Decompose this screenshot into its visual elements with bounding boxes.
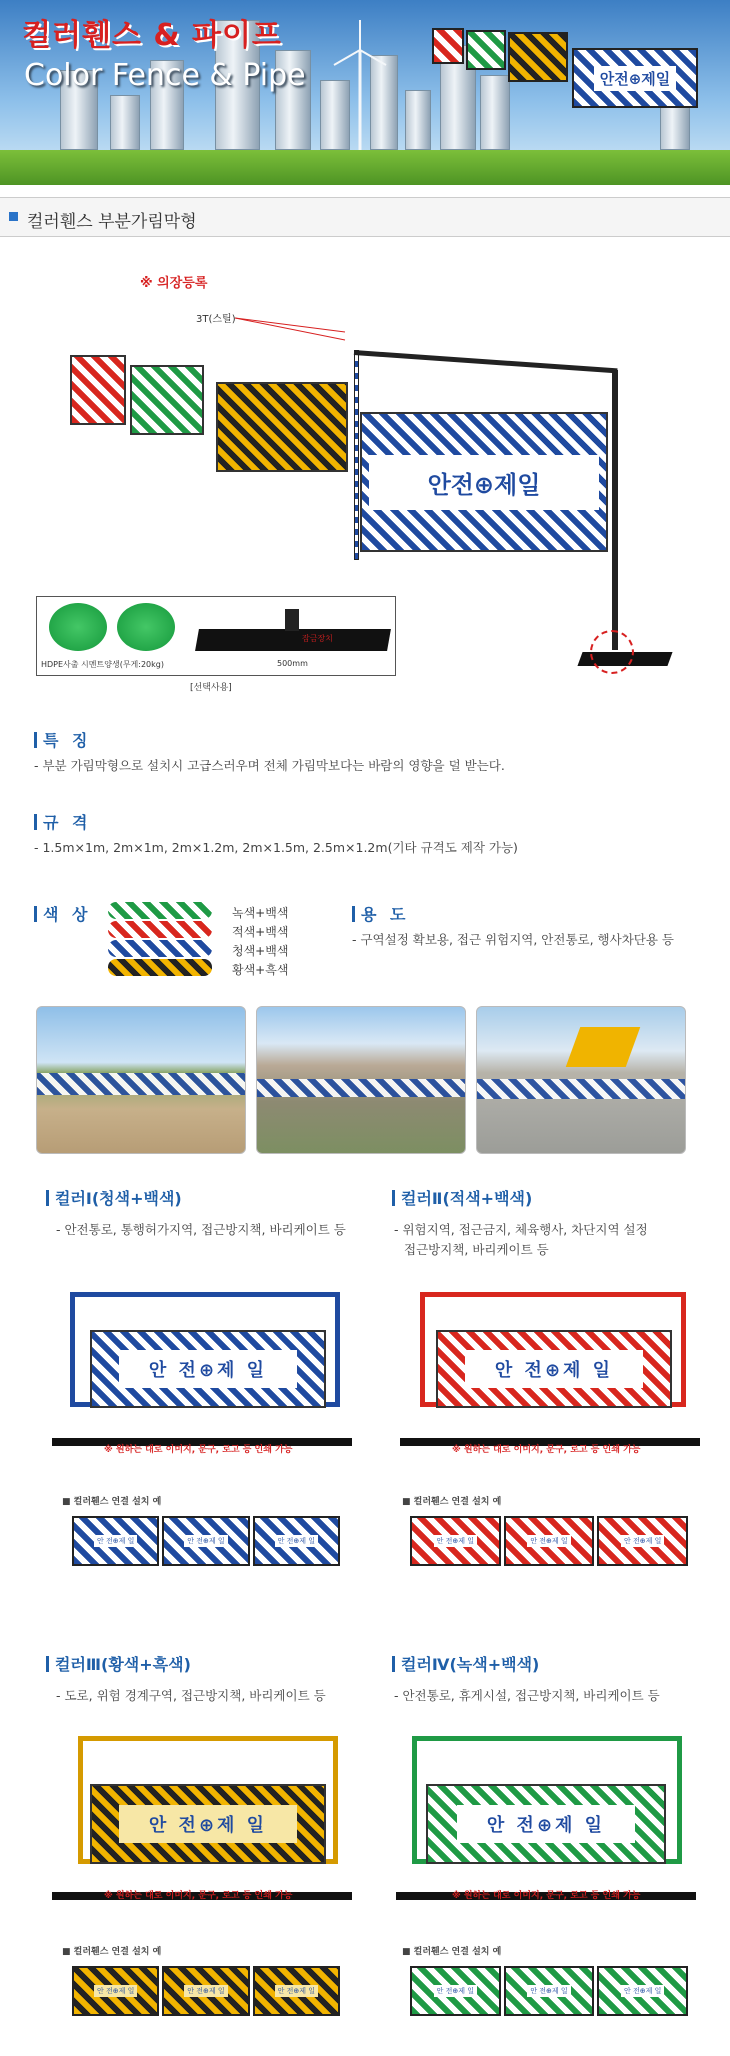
mini-panel [253,1966,340,2016]
site-photo [36,1006,246,1154]
left-post [354,350,359,560]
title-korean [22,10,282,54]
grass [0,150,730,185]
building [110,95,140,150]
fence-sign: 안 전⊕제 일 [119,1350,297,1388]
mini-sign: 안 전⊕제 일 [527,1985,570,1997]
color-pipes [108,902,212,978]
arrow-icon [235,312,355,342]
install-label: ■ 컬러휀스 연결 설치 예 [402,1497,502,1507]
color-item: 적색+백색 [232,925,289,939]
parts-inset [36,596,396,676]
install-example [410,1516,688,1566]
mini-sign: 안 전⊕제 일 [275,1985,318,1997]
product-title [46,1186,182,1209]
section-title: 컬러휀스 부분가림막형 [27,212,197,232]
fence-sign: 안 전⊕제 일 [465,1350,643,1388]
site-photo [256,1006,466,1154]
fence-panel-green [426,1784,666,1864]
product-title [46,1652,191,1675]
print-note: ※ 원하는 대로 이미지, 문구, 로고 등 인쇄 가능 [452,1891,641,1901]
building [405,90,431,150]
mini-panel [410,1966,501,2016]
mini-panel [72,1516,159,1566]
top-rail [354,350,618,373]
green-panel [130,365,204,435]
product-title [392,1652,539,1675]
wind-turbine-icon [330,20,390,150]
specs-text: - 1.5m×1m, 2m×1m, 2m×1.2m, 2m×1.5m, 2.5m×1.2m(기타 규격도 제작 가능) [34,840,518,855]
fence-in-photo [477,1079,686,1099]
mini-sign: 안 전⊕제 일 [275,1535,318,1547]
fence-sign: 안 전⊕제 일 [457,1805,635,1843]
colors-heading [34,902,91,925]
section-header [0,197,730,237]
install-example [72,1516,340,1566]
green-pipe [108,902,212,919]
steel-base-plate [195,629,391,651]
product-title-text: 컬러Ⅲ(황색+흑색) [55,1655,191,1674]
product-desc-line: - 위험지역, 접근금지, 체육행사, 차단지역 설정 [394,1222,648,1237]
print-note: ※ 원하는 대로 이미지, 문구, 로고 등 인쇄 가능 [104,1445,293,1455]
hdpe-base-icon [117,603,175,651]
mini-panel [504,1516,595,1566]
specs-heading-text: 규 격 [43,813,92,832]
red-fence-panel [432,28,464,64]
right-post [612,370,618,650]
mini-sign: 안 전⊕제 일 [621,1985,664,1997]
title-english: Color Fence & Pipe [24,58,306,93]
mini-sign: 안 전⊕제 일 [621,1535,664,1547]
fence-sign: 안전⊕제일 [369,455,599,510]
print-note: ※ 원하는 대로 이미지, 문구, 로고 등 인쇄 가능 [452,1445,641,1455]
bullet-square-icon [9,212,18,221]
mini-sign: 안 전⊕제 일 [434,1985,477,1997]
fence-panel-blue [90,1330,326,1408]
yellow-panel [216,382,348,472]
fence-sign: 안전⊕제일 [594,66,677,91]
red-pipe [108,921,212,938]
site-photo [476,1006,686,1154]
features-heading [34,728,91,751]
fence-sign: 안 전⊕제 일 [119,1805,297,1843]
color-item: 녹색+백색 [232,906,289,920]
building [480,75,510,150]
hdpe-label: HDPE사출 시멘트양생(무게:20kg) [41,660,164,669]
mini-panel [597,1966,688,2016]
excavator [566,1027,641,1067]
color-item: 청색+백색 [232,944,289,958]
fence-panel-red [436,1330,672,1408]
product-desc: - 도로, 위험 경계구역, 접근방지책, 바리케이트 등 [56,1688,326,1703]
install-label: ■ 컬러휀스 연결 설치 예 [62,1497,162,1507]
usage-text: - 구역설정 확보용, 접근 위험지역, 안전통로, 행사차단용 등 [352,932,674,947]
mini-sign: 안 전⊕제 일 [94,1535,137,1547]
lock-label: 잠금장치 [302,634,333,643]
mini-panel [162,1516,249,1566]
product-title-text: 컬러Ⅰ(청색+백색) [55,1189,182,1208]
color-item: 황색+흑색 [232,963,289,977]
print-note: ※ 원하는 대로 이미지, 문구, 로고 등 인쇄 가능 [104,1891,293,1901]
base-socket [285,609,299,631]
blue-panel [360,412,608,552]
product-desc: - 안전통로, 통행허가지역, 접근방지책, 바리케이트 등 [56,1222,346,1237]
install-label: ■ 컬러휀스 연결 설치 예 [62,1947,162,1957]
mini-panel [410,1516,501,1566]
red-panel [70,355,126,425]
product-title [392,1186,532,1209]
usage-heading [352,902,409,925]
fence-panel-yellow [90,1784,326,1864]
fence-in-photo [257,1079,466,1097]
mini-panel [162,1966,249,2016]
yellow-pipe [108,959,212,976]
mini-panel [72,1966,159,2016]
mini-panel [504,1966,595,2016]
product-title-text: 컬러Ⅳ(녹색+백색) [401,1655,540,1674]
product-desc-line: 접근방지책, 바리케이트 등 [404,1242,549,1257]
product-desc: - 안전통로, 휴게시설, 접근방지책, 바리케이트 등 [394,1688,660,1703]
product-desc [394,1220,648,1260]
mini-sign: 안 전⊕제 일 [527,1535,570,1547]
install-example [410,1966,688,2016]
blue-pipe [108,940,212,957]
hdpe-base-icon [49,603,107,651]
option-label: [선택사용] [190,683,232,693]
green-fence-panel [466,30,506,70]
size-label: 500mm [277,659,308,668]
highlight-circle [590,630,634,674]
specs-heading [34,810,91,833]
usage-heading-text: 용 도 [361,905,410,924]
mini-sign: 안 전⊕제 일 [184,1535,227,1547]
mini-sign: 안 전⊕제 일 [184,1985,227,1997]
mini-sign: 안 전⊕제 일 [434,1535,477,1547]
title-korean-text: 컬러휀스 & 파이프 [22,18,282,53]
colors-heading-text: 색 상 [43,905,92,924]
blue-fence-panel [572,48,698,108]
product-title-text: 컬러Ⅱ(적색+백색) [401,1189,533,1208]
mini-panel [253,1516,340,1566]
design-registration: ※ 의장등록 [140,276,208,291]
features-heading-text: 특 징 [43,731,92,750]
fence-in-photo [37,1073,246,1095]
yellow-fence-panel [508,32,568,82]
hero-banner [0,0,730,185]
features-text: - 부분 가림막형으로 설치시 고급스러우며 전체 가림막보다는 바람의 영향을 덜 받는다. [34,758,505,773]
install-example [72,1966,340,2016]
mini-sign: 안 전⊕제 일 [94,1985,137,1997]
mini-panel [597,1516,688,1566]
install-label: ■ 컬러휀스 연결 설치 예 [402,1947,502,1957]
pipe-label: 3T(스틸) [196,314,236,325]
color-list [232,904,288,980]
